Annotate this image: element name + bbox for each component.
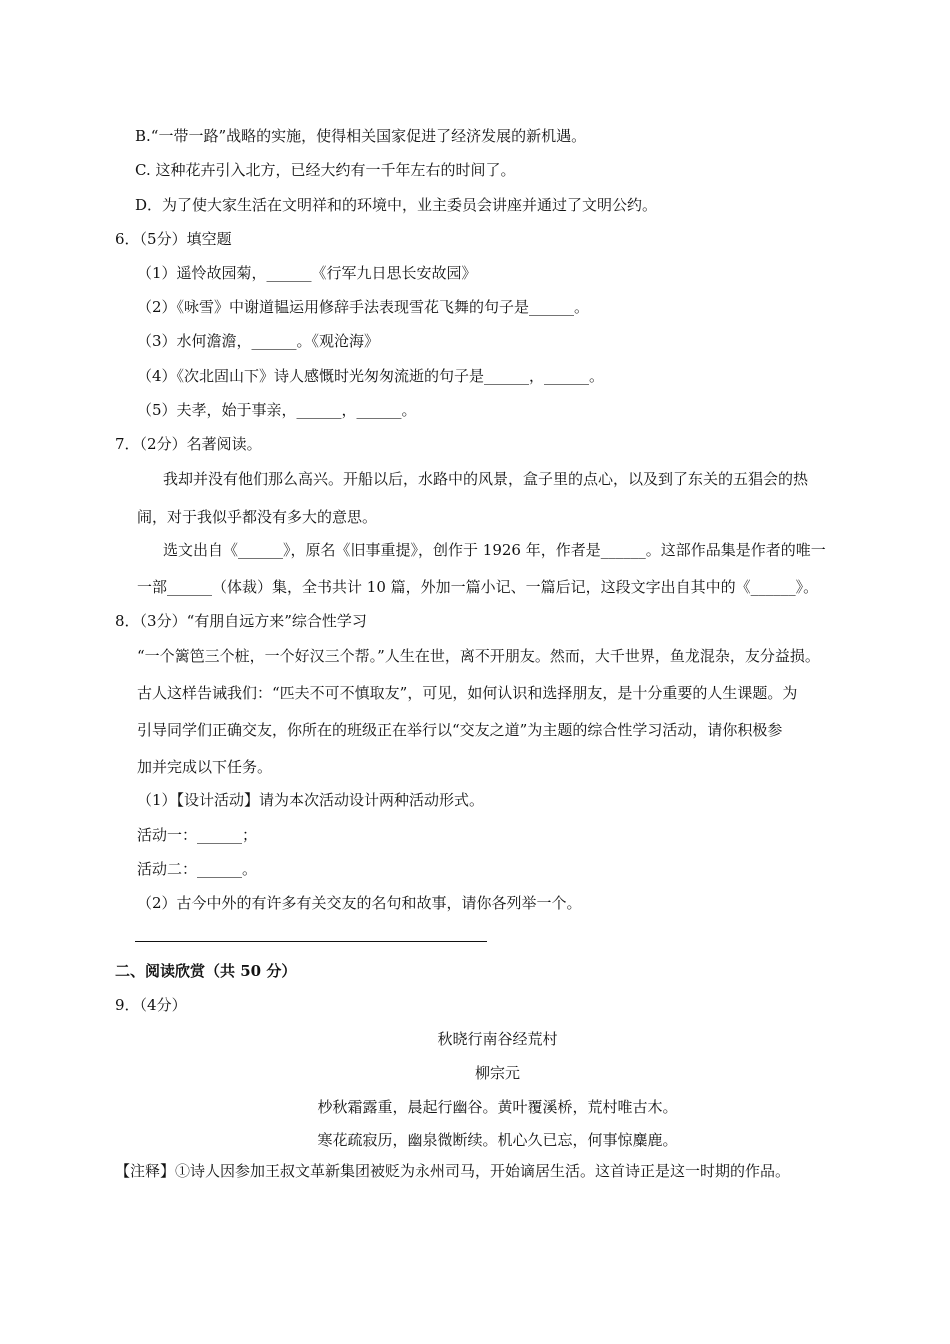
q5-option-d: D．为了使大家生活在文明祥和的环境中，业主委员会讲座并通过了文明公约。: [135, 196, 658, 214]
q5-option-c: C. 这种花卉引入北方，已经大约有一千年左右的时间了。: [135, 161, 516, 179]
q7-passage-line-2: 闹，对于我似乎都没有多大的意思。: [137, 508, 378, 526]
poem-line-1: 杪秋霜露重，晨起行幽谷。黄叶覆溪桥，荒村唯古木。: [317, 1098, 678, 1116]
q8-task-1: （1）【设计活动】请为本次活动设计两种活动形式。: [137, 791, 485, 809]
answer-line: [135, 941, 487, 942]
q7-passage-line-1: 我却并没有他们那么高兴。开船以后，水路中的风景，盒子里的点心，以及到了东关的五猖会的热: [163, 470, 809, 488]
q6-item-1: （1）遥怜故园菊，______《行军九日思长安故园》: [137, 264, 477, 282]
q8-intro-line-1: “一个篱笆三个桩，一个好汉三个帮。”人生在世，离不开朋友。然而，大千世界，鱼龙混杂，友分益损。: [137, 647, 820, 665]
poem-line-2: 寒花疏寂历，幽泉微断续。机心久已忘，何事惊麋鹿。: [317, 1131, 678, 1149]
q7-question-line-1: 选文出自《______》，原名《旧事重提》，创作于 1926 年，作者是______。这部作品集是作者的唯一: [163, 541, 826, 559]
q6-title: 6．（5分）填空题: [115, 230, 232, 248]
q6-item-4: （4）《次北固山下》诗人感慨时光匆匆流逝的句子是______，______。: [137, 367, 605, 385]
q6-item-2: （2）《咏雪》中谢道韫运用修辞手法表现雪花飞舞的句子是______。: [137, 298, 590, 316]
q8-intro-line-4: 加并完成以下任务。: [137, 758, 273, 776]
q7-title: 7．（2分）名著阅读。: [115, 435, 262, 453]
poem-title: 秋晓行南谷经荒村: [437, 1030, 558, 1048]
poem-author: 柳宗元: [474, 1064, 520, 1082]
q5-option-b: B.“一带一路”战略的实施，使得相关国家促进了经济发展的新机遇。: [135, 127, 587, 145]
q6-item-3: （3）水何澹澹，______。《观沧海》: [137, 332, 380, 350]
q8-task-2: （2）古今中外的有许多有关交友的名句和故事，请你各列举一个。: [137, 894, 582, 912]
q8-title: 8．（3分）“有朋自远方来”综合性学习: [115, 612, 367, 630]
q6-item-5: （5）夫孝，始于事亲，______，______。: [137, 401, 417, 419]
q7-question-line-2: 一部______（体裁）集，全书共计 10 篇，外加一篇小记、一篇后记，这段文字出自其中的《______》。: [137, 578, 819, 596]
q9-title: 9．（4分）: [115, 996, 187, 1014]
q8-activity-2: 活动二：______。: [137, 860, 258, 878]
q8-intro-line-3: 引导同学们正确交友，你所在的班级正在举行以“交友之道”为主题的综合性学习活动，请你积极参: [137, 721, 783, 739]
poem-note: 【注释】①诗人因参加王叔文革新集团被贬为永州司马，开始谪居生活。这首诗正是这一时期的作品。: [115, 1162, 791, 1180]
section-heading: 二、阅读欣赏（共 50 分）: [115, 962, 297, 980]
q8-activity-1: 活动一：______；: [137, 826, 258, 844]
q8-intro-line-2: 古人这样告诫我们：“匹夫不可不慎取友”，可见，如何认识和选择朋友，是十分重要的人生课题。为: [137, 684, 798, 702]
